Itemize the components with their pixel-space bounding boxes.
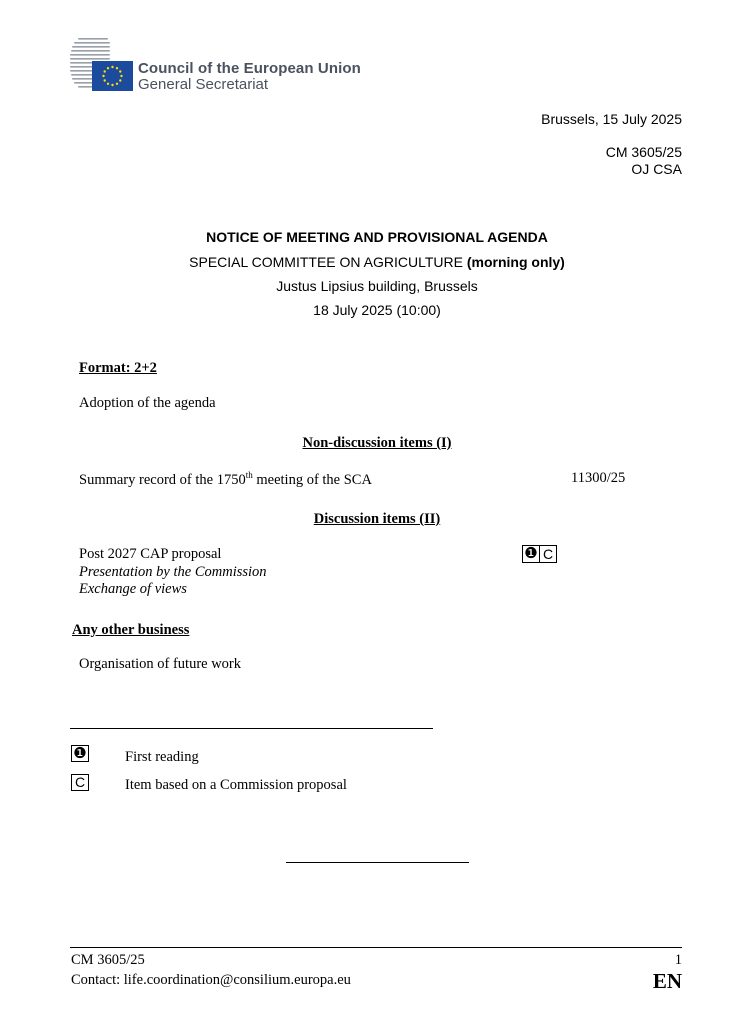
agenda-item-presentation: Presentation by the Commission (79, 564, 267, 580)
footer-rule (70, 947, 682, 948)
contact-email[interactable]: Contact: life.coordination@consilium.europa.eu (71, 972, 351, 988)
eu-star-icon (102, 75, 104, 77)
format-label: Format: 2+2 (79, 360, 157, 376)
eu-star-icon (111, 66, 113, 68)
legend-first-reading-label: First reading (125, 749, 199, 765)
document-code: OJ CSA (631, 161, 682, 177)
committee-note: (morning only) (466, 254, 565, 270)
document-reference: CM 3605/25 (605, 144, 682, 160)
eu-star-icon (104, 70, 106, 72)
org-subtitle: General Secretariat (138, 76, 269, 93)
agenda-item-exchange: Exchange of views (79, 581, 187, 597)
eu-star-icon (116, 67, 118, 69)
meeting-datetime: 18 July 2025 (10:00) (313, 302, 441, 318)
eu-star-icon (119, 79, 121, 81)
place-date: Brussels, 15 July 2025 (541, 111, 682, 127)
eu-star-icon (111, 84, 113, 86)
non-discussion-heading: Non-discussion items (I) (302, 435, 452, 451)
first-reading-marker-icon: ❶ (522, 545, 540, 563)
notice-title: NOTICE OF MEETING AND PROVISIONAL AGENDA (206, 229, 548, 245)
agenda-item-post-2027-cap: Post 2027 CAP proposal (79, 546, 222, 562)
aob-item-future-work: Organisation of future work (79, 656, 242, 672)
eu-star-icon (104, 79, 106, 81)
legend-commission-label: Item based on a Commission proposal (125, 777, 347, 793)
commission-proposal-marker-icon: C (540, 545, 557, 563)
committee-line (0, 254, 754, 270)
language-code: EN (652, 969, 682, 993)
committee-name: SPECIAL COMMITTEE ON AGRICULTURE (189, 254, 463, 270)
summary-record-reference: 11300/25 (571, 470, 626, 486)
eu-star-icon (107, 83, 109, 85)
aob-heading: Any other business (72, 622, 190, 638)
eu-flag-icon (92, 61, 133, 91)
item-markers (522, 545, 557, 563)
discussion-heading: Discussion items (II) (313, 511, 441, 527)
legend-separator (70, 728, 433, 729)
agenda-item-adoption: Adoption of the agenda (79, 395, 216, 411)
meeting-location: Justus Lipsius building, Brussels (276, 278, 478, 294)
end-separator (286, 862, 469, 863)
eu-star-icon (119, 70, 121, 72)
legend-first-reading-icon: ❶ (71, 745, 89, 762)
legend-commission-icon: C (71, 774, 89, 791)
eu-star-icon (116, 83, 118, 85)
eu-star-icon (107, 67, 109, 69)
eu-star-icon (120, 75, 122, 77)
page-number: 1 (674, 952, 682, 968)
agenda-item-summary-record: Summary record of the 1750th meeting of the SCA (79, 470, 372, 488)
footer-document-reference: CM 3605/25 (71, 952, 145, 968)
org-name: Council of the European Union (138, 60, 361, 77)
